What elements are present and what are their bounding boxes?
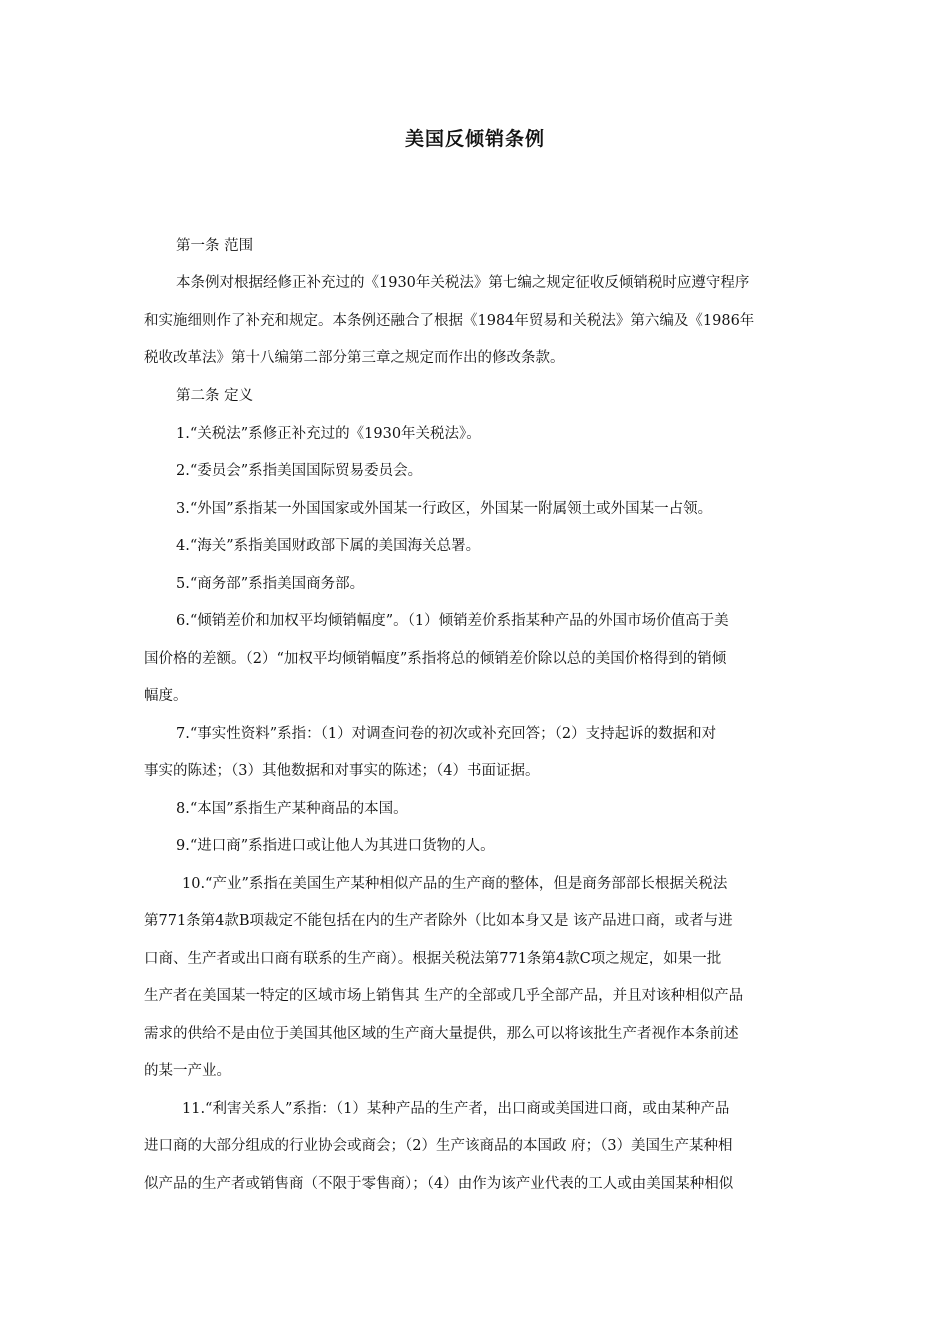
paragraph-line: 生产者在美国某一特定的区域市场上销售其 生产的全部或几乎全部产品，并且对该种相似产品 (144, 988, 744, 1004)
paragraph-line: 口商、生产者或出口商有联系的生产商）。根据关税法第771条第4款C项之规定，如果一批 (144, 951, 722, 967)
paragraph-line: 需求的供给不是由位于美国其他区域的生产商大量提供，那么可以将该批生产者视作本条前述 (144, 1026, 739, 1042)
paragraph-line: 幅度。 (144, 688, 188, 704)
definition-item: 8.“本国”系指生产某种商品的本国。 (176, 801, 408, 817)
definition-item: 7.“事实性资料”系指：（1）对调查问卷的初次或补充回答；（2）支持起诉的数据和对 (176, 726, 717, 742)
paragraph-line: 进口商的大部分组成的行业协会或商会；（2）生产该商品的本国政 府；（3）美国生产某种相 (144, 1138, 733, 1154)
paragraph-line: 和实施细则作了补充和规定。本条例还融合了根据《1984年贸易和关税法》第六编及《1986年 (144, 313, 755, 329)
paragraph-line: 事实的陈述；（3）其他数据和对事实的陈述；（4）书面证据。 (144, 763, 540, 779)
definition-item: 6.“倾销差价和加权平均倾销幅度”。（1）倾销差价系指某种产品的外国市场价值高于美 (176, 613, 729, 629)
definition-item: 3.“外国”系指某一外国国家或外国某一行政区，外国某一附属领土或外国某一占领。 (176, 501, 713, 517)
article-2-heading: 第二条 定义 (176, 388, 254, 404)
paragraph-line: 本条例对根据经修正补充过的《1930年关税法》第七编之规定征收反倾销税时应遵守程序 (176, 275, 750, 291)
definition-item: 1.“关税法”系修正补充过的《1930年关税法》。 (176, 426, 481, 442)
definition-item: 2.“委员会”系指美国国际贸易委员会。 (176, 463, 423, 479)
paragraph-line: 似产品的生产者或销售商（不限于零售商）；（4）由作为该产业代表的工人或由美国某种相似 (144, 1176, 734, 1192)
definition-item: 4.“海关”系指美国财政部下属的美国海关总署。 (176, 538, 481, 554)
definition-item: 10.“产业”系指在美国生产某种相似产品的生产商的整体，但是商务部部长根据关税法 (182, 876, 728, 892)
paragraph-line: 国价格的差额。（2）“加权平均倾销幅度”系指将总的倾销差价除以总的美国价格得到的销倾 (144, 651, 727, 667)
definition-item: 9.“进口商”系指进口或让他人为其进口货物的人。 (176, 838, 495, 854)
definition-item: 11.“利害关系人”系指：（1）某种产品的生产者，出口商或美国进口商，或由某种产品 (182, 1101, 730, 1117)
definition-item: 5.“商务部”系指美国商务部。 (176, 576, 365, 592)
article-1-heading: 第一条 范围 (176, 238, 254, 254)
paragraph-line: 税收改革法》第十八编第二部分第三章之规定而作出的修改条款。 (144, 350, 565, 366)
document-title: 美国反倾销条例 (404, 128, 545, 150)
paragraph-line: 的某一产业。 (144, 1063, 231, 1079)
paragraph-line: 第771条第4款B项裁定不能包括在内的生产者除外（比如本身又是 该产品进口商，或者与进 (144, 913, 733, 929)
